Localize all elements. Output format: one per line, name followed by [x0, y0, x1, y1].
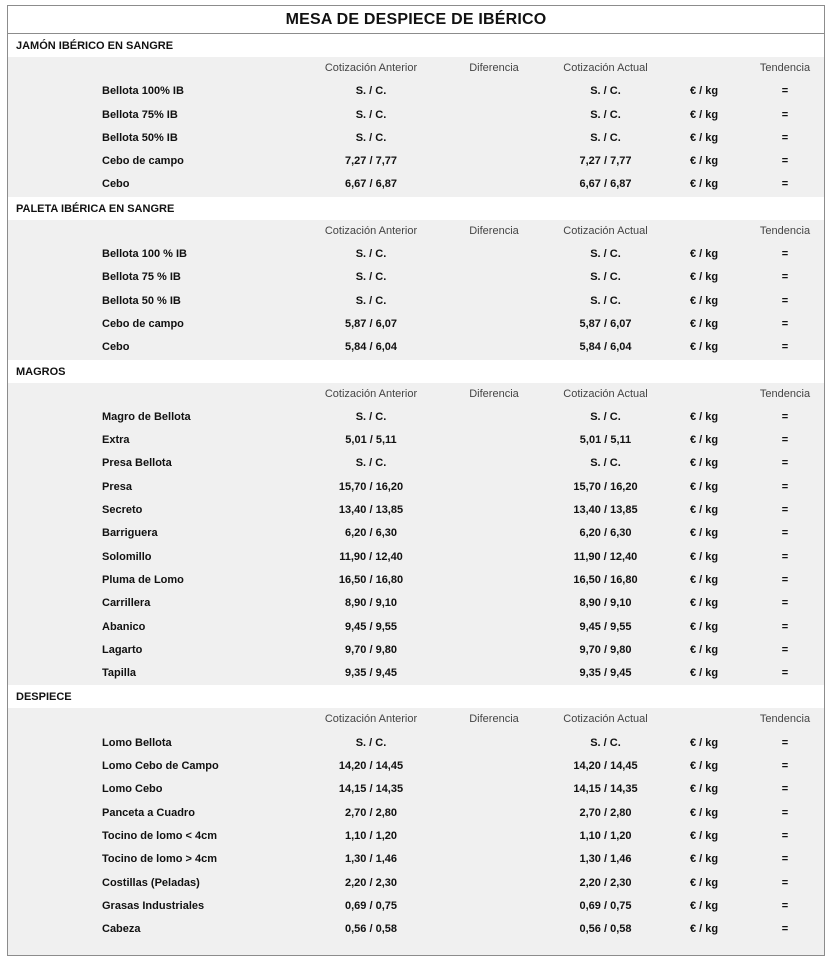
table-row — [8, 150, 824, 173]
product-name: Costillas (Peladas) — [102, 876, 200, 889]
product-name: Panceta a Cuadro — [102, 806, 195, 819]
price-unit: € / kg — [689, 643, 719, 656]
table-row — [8, 872, 824, 895]
table-row — [8, 522, 824, 545]
previous-price: 5,87 / 6,07 — [345, 317, 397, 330]
trend-indicator: = — [781, 620, 789, 633]
column-header-current: Cotización Actual — [563, 713, 648, 726]
previous-price: S. / C. — [355, 108, 387, 121]
previous-price: S. / C. — [355, 85, 387, 98]
trend-indicator: = — [781, 643, 789, 656]
product-name: Extra — [102, 434, 130, 447]
trend-indicator: = — [781, 783, 789, 796]
table-row — [8, 825, 824, 848]
current-price: 8,90 / 9,10 — [579, 597, 632, 610]
price-unit: € / kg — [689, 783, 719, 796]
table-row — [8, 80, 824, 103]
product-name: Grasas Industriales — [102, 899, 205, 912]
trend-indicator: = — [781, 504, 789, 517]
price-unit: € / kg — [689, 667, 719, 680]
table-row — [8, 569, 824, 592]
column-header-previous: Cotización Anterior — [324, 62, 418, 74]
price-unit: € / kg — [689, 923, 719, 936]
product-name: Bellota 50% IB — [102, 131, 178, 144]
price-unit: € / kg — [689, 410, 719, 423]
current-price: 7,27 / 7,77 — [579, 155, 632, 168]
page-title: MESA DE DESPIECE DE IBÉRICO — [8, 6, 824, 34]
product-name: Barriguera — [102, 527, 158, 540]
current-price: S. / C. — [590, 410, 621, 423]
price-unit: € / kg — [689, 527, 719, 540]
column-header-previous: Cotización Anterior — [324, 713, 418, 726]
previous-price: S. / C. — [355, 248, 387, 261]
trend-indicator: = — [781, 178, 789, 191]
previous-price: 2,70 / 2,80 — [345, 806, 397, 819]
product-name: Tocino de lomo < 4cm — [102, 829, 218, 842]
section-title: MAGROS — [8, 360, 824, 383]
table-row — [8, 848, 824, 871]
price-unit: € / kg — [689, 155, 719, 168]
product-name: Lomo Cebo de Campo — [102, 760, 219, 773]
price-unit: € / kg — [689, 294, 719, 307]
table-row — [8, 732, 824, 755]
price-unit: € / kg — [689, 829, 719, 842]
previous-price: 14,20 / 14,45 — [338, 760, 404, 773]
product-name: Presa Bellota — [102, 457, 172, 470]
trend-indicator: = — [781, 760, 789, 773]
table-row — [8, 336, 824, 359]
table-row — [8, 546, 824, 569]
product-name: Cebo — [102, 178, 130, 191]
product-name: Secreto — [102, 504, 143, 517]
table-row — [8, 266, 824, 289]
table-row — [8, 406, 824, 429]
current-price: 0,69 / 0,75 — [579, 899, 632, 912]
current-price: 13,40 / 13,85 — [573, 504, 638, 517]
table-row — [8, 429, 824, 452]
product-name: Cebo de campo — [102, 317, 184, 330]
previous-price: S. / C. — [355, 131, 387, 144]
column-header-row — [8, 220, 824, 243]
previous-price: 5,01 / 5,11 — [345, 434, 397, 447]
column-header-previous: Cotización Anterior — [324, 224, 418, 237]
trend-indicator: = — [781, 271, 789, 284]
price-unit: € / kg — [689, 434, 719, 447]
section-title: DESPIECE — [8, 685, 824, 708]
previous-price: S. / C. — [355, 457, 387, 470]
previous-price: 1,10 / 1,20 — [345, 829, 397, 842]
table-row — [8, 895, 824, 918]
column-header-previous: Cotización Anterior — [324, 387, 418, 400]
previous-price: 7,27 / 7,77 — [345, 155, 397, 168]
current-price: 9,35 / 9,45 — [579, 667, 632, 680]
product-name: Tocino de lomo > 4cm — [102, 853, 218, 866]
current-price: 14,20 / 14,45 — [573, 760, 638, 773]
table-row — [8, 918, 824, 941]
table-row — [8, 755, 824, 778]
previous-price: 14,15 / 14,35 — [338, 783, 404, 796]
product-name: Bellota 75% IB — [102, 108, 178, 121]
trend-indicator: = — [781, 317, 789, 330]
column-header-trend: Tendencia — [759, 224, 811, 237]
current-price: S. / C. — [590, 248, 621, 261]
current-price: 1,30 / 1,46 — [579, 853, 632, 866]
column-header-difference: Diferencia — [469, 224, 519, 237]
product-name: Carrillera — [102, 597, 151, 610]
trend-indicator: = — [781, 667, 789, 680]
section-title: JAMÓN IBÉRICO EN SANGRE — [8, 34, 824, 57]
price-unit: € / kg — [689, 131, 719, 144]
product-name: Cabeza — [102, 923, 141, 936]
previous-price: S. / C. — [355, 271, 387, 284]
previous-price: 15,70 / 16,20 — [338, 480, 404, 493]
table-row — [8, 616, 824, 639]
previous-price: 8,90 / 9,10 — [345, 597, 397, 610]
trend-indicator: = — [781, 829, 789, 842]
current-price: 5,84 / 6,04 — [579, 341, 632, 354]
price-unit: € / kg — [689, 178, 719, 191]
current-price: S. / C. — [590, 457, 621, 470]
current-price: 6,67 / 6,87 — [579, 178, 632, 191]
product-name: Bellota 50 % IB — [102, 294, 181, 307]
trend-indicator: = — [781, 131, 789, 144]
price-unit: € / kg — [689, 550, 719, 563]
table-row — [8, 127, 824, 150]
price-unit: € / kg — [689, 620, 719, 633]
column-header-difference: Diferencia — [469, 713, 519, 726]
current-price: 15,70 / 16,20 — [573, 480, 638, 493]
price-unit: € / kg — [689, 85, 719, 98]
column-header-current: Cotización Actual — [563, 224, 648, 237]
product-name: Lagarto — [102, 643, 143, 656]
product-name: Cebo de campo — [102, 155, 184, 168]
product-name: Bellota 100% IB — [102, 85, 184, 98]
trend-indicator: = — [781, 85, 789, 98]
price-unit: € / kg — [689, 504, 719, 517]
previous-price: 9,45 / 9,55 — [345, 620, 397, 633]
previous-price: S. / C. — [355, 736, 387, 749]
price-unit: € / kg — [689, 736, 719, 749]
table-row — [8, 662, 824, 685]
trend-indicator: = — [781, 108, 789, 121]
table-row — [8, 104, 824, 127]
current-price: 9,45 / 9,55 — [579, 620, 632, 633]
trend-indicator: = — [781, 248, 789, 261]
column-header-row — [8, 708, 824, 731]
previous-price: 13,40 / 13,85 — [338, 504, 404, 517]
trend-indicator: = — [781, 341, 789, 354]
table-row — [8, 313, 824, 336]
price-unit: € / kg — [689, 457, 719, 470]
section-title: PALETA IBÉRICA EN SANGRE — [8, 197, 824, 220]
price-section — [8, 197, 824, 360]
current-price: 2,70 / 2,80 — [579, 806, 632, 819]
product-name: Pluma de Lomo — [102, 573, 184, 586]
current-price: 6,20 / 6,30 — [579, 527, 632, 540]
product-name: Magro de Bellota — [102, 410, 191, 423]
price-unit: € / kg — [689, 573, 719, 586]
trend-indicator: = — [781, 899, 789, 912]
price-unit: € / kg — [689, 760, 719, 773]
current-price: S. / C. — [590, 85, 621, 98]
column-header-current: Cotización Actual — [563, 387, 648, 400]
previous-price: 9,35 / 9,45 — [345, 667, 397, 680]
previous-price: 0,56 / 0,58 — [345, 923, 397, 936]
trend-indicator: = — [781, 876, 789, 889]
current-price: S. / C. — [590, 294, 621, 307]
trend-indicator: = — [781, 527, 789, 540]
table-row — [8, 802, 824, 825]
current-price: S. / C. — [590, 131, 621, 144]
product-name: Bellota 100 % IB — [102, 248, 187, 261]
previous-price: S. / C. — [355, 410, 387, 423]
trend-indicator: = — [781, 597, 789, 610]
product-name: Lomo Cebo — [102, 783, 163, 796]
column-header-difference: Diferencia — [469, 62, 519, 74]
column-header-difference: Diferencia — [469, 387, 519, 400]
current-price: 5,01 / 5,11 — [579, 434, 632, 447]
trend-indicator: = — [781, 806, 789, 819]
table-row — [8, 452, 824, 475]
table-row — [8, 499, 824, 522]
trend-indicator: = — [781, 410, 789, 423]
product-name: Tapilla — [102, 667, 137, 680]
current-price: S. / C. — [590, 271, 621, 284]
table-row — [8, 243, 824, 266]
product-name: Bellota 75 % IB — [102, 271, 181, 284]
trend-indicator: = — [781, 155, 789, 168]
table-row — [8, 778, 824, 801]
column-header-trend: Tendencia — [759, 387, 811, 400]
column-header-trend: Tendencia — [759, 713, 811, 726]
trend-indicator: = — [781, 457, 789, 470]
current-price: 5,87 / 6,07 — [579, 317, 632, 330]
trend-indicator: = — [781, 550, 789, 563]
current-price: 16,50 / 16,80 — [573, 573, 638, 586]
table-row — [8, 173, 824, 196]
current-price: 1,10 / 1,20 — [579, 829, 632, 842]
price-unit: € / kg — [689, 853, 719, 866]
previous-price: 2,20 / 2,30 — [345, 876, 397, 889]
product-name: Presa — [102, 480, 132, 493]
price-section — [8, 685, 824, 941]
previous-price: 6,67 / 6,87 — [345, 178, 397, 191]
product-name: Abanico — [102, 620, 146, 633]
trend-indicator: = — [781, 434, 789, 447]
previous-price: 1,30 / 1,46 — [345, 853, 397, 866]
price-unit: € / kg — [689, 108, 719, 121]
column-header-row — [8, 57, 824, 80]
previous-price: 6,20 / 6,30 — [345, 527, 397, 540]
product-name: Solomillo — [102, 550, 152, 563]
table-row — [8, 290, 824, 313]
trend-indicator: = — [781, 573, 789, 586]
price-unit: € / kg — [689, 806, 719, 819]
current-price: 2,20 / 2,30 — [579, 876, 632, 889]
price-unit: € / kg — [689, 597, 719, 610]
table-row — [8, 639, 824, 662]
price-unit: € / kg — [689, 341, 719, 354]
current-price: 9,70 / 9,80 — [579, 643, 632, 656]
price-unit: € / kg — [689, 876, 719, 889]
previous-price: 9,70 / 9,80 — [345, 643, 397, 656]
column-header-trend: Tendencia — [759, 62, 811, 74]
current-price: 14,15 / 14,35 — [573, 783, 638, 796]
price-unit: € / kg — [689, 899, 719, 912]
current-price: S. / C. — [590, 108, 621, 121]
product-name: Lomo Bellota — [102, 736, 172, 749]
current-price: 11,90 / 12,40 — [573, 550, 638, 563]
price-table — [7, 5, 825, 956]
price-unit: € / kg — [689, 317, 719, 330]
price-section — [8, 360, 824, 686]
current-price: S. / C. — [590, 736, 621, 749]
trend-indicator: = — [781, 480, 789, 493]
previous-price: 0,69 / 0,75 — [345, 899, 397, 912]
current-price: 0,56 / 0,58 — [579, 923, 632, 936]
previous-price: S. / C. — [355, 294, 387, 307]
price-unit: € / kg — [689, 271, 719, 284]
table-row — [8, 476, 824, 499]
sections-container — [8, 34, 824, 941]
column-header-row — [8, 383, 824, 406]
trend-indicator: = — [781, 853, 789, 866]
price-unit: € / kg — [689, 480, 719, 493]
column-header-current: Cotización Actual — [563, 62, 648, 74]
price-unit: € / kg — [689, 248, 719, 261]
previous-price: 5,84 / 6,04 — [345, 341, 397, 354]
trend-indicator: = — [781, 923, 789, 936]
trend-indicator: = — [781, 736, 789, 749]
price-section — [8, 34, 824, 197]
trend-indicator: = — [781, 294, 789, 307]
previous-price: 16,50 / 16,80 — [338, 573, 404, 586]
table-row — [8, 592, 824, 615]
product-name: Cebo — [102, 341, 130, 354]
previous-price: 11,90 / 12,40 — [339, 550, 403, 563]
